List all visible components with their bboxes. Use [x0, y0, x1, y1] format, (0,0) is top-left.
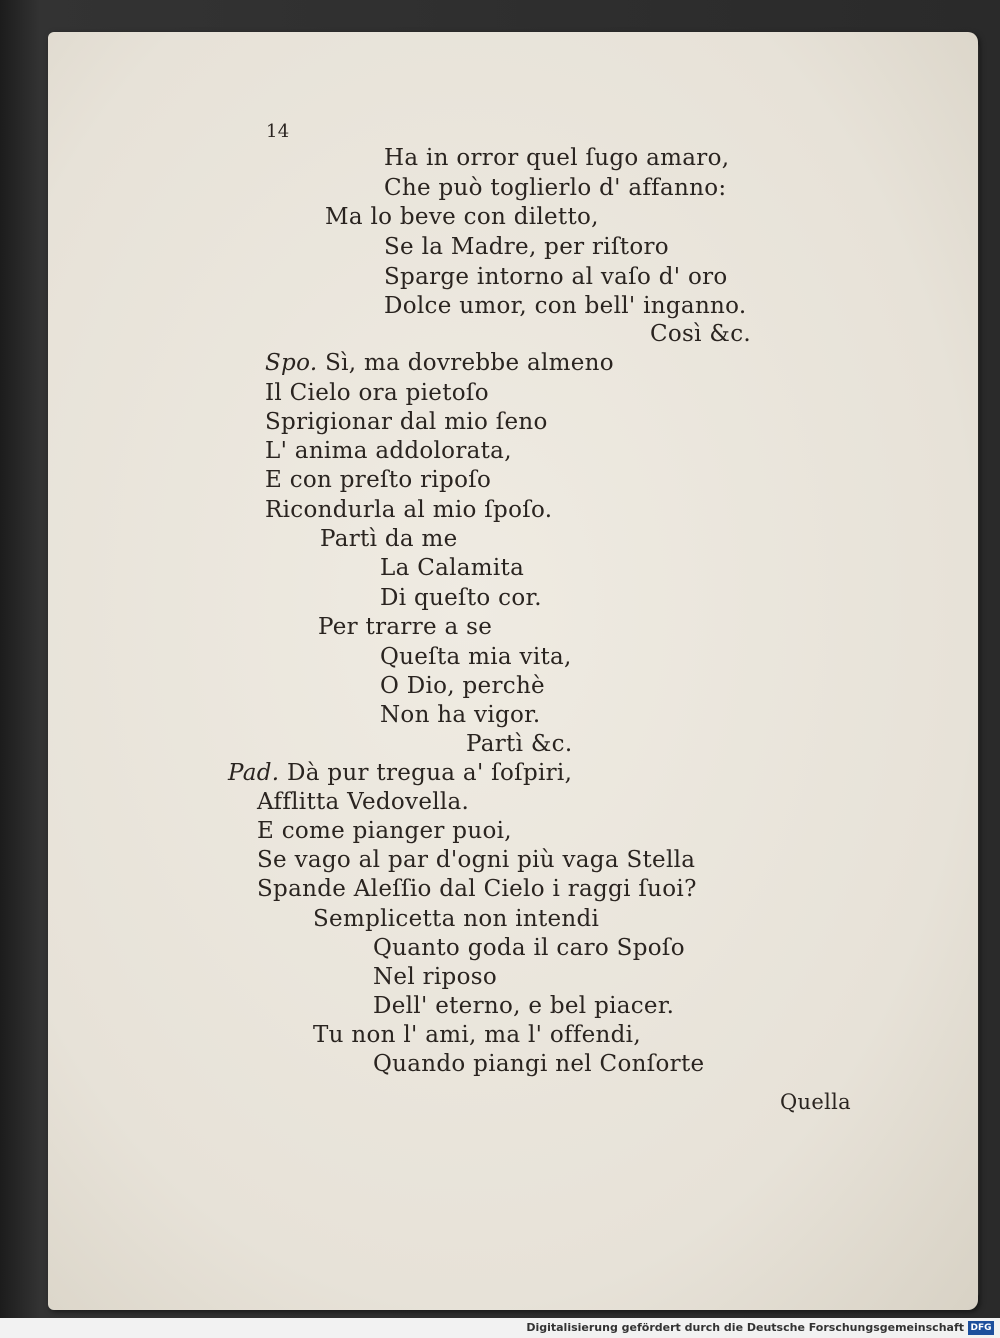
- verse-line-22: Dà pur tregua a' ſoſpiri,: [287, 760, 573, 786]
- verse-line-12: E con preſto ripoſo: [265, 467, 492, 493]
- verse-line-16: Di queſto cor.: [380, 585, 542, 611]
- verse-line-27: Semplicetta non intendi: [313, 906, 600, 932]
- verse-line-23: Afflitta Vedovella.: [257, 789, 470, 815]
- book-page: [48, 32, 978, 1310]
- verse-line-19: O Dio, perchè: [380, 673, 545, 699]
- verse-line-5: Sparge intorno al vaſo d' oro: [384, 264, 728, 290]
- refrain-cue-1: Così &c.: [650, 321, 751, 347]
- speaker-label-pad: Pad.: [228, 760, 280, 786]
- page-number: 14: [266, 121, 290, 142]
- verse-line-17: Per trarre a se: [318, 614, 493, 640]
- verse-line-28: Quanto goda il caro Spoſo: [373, 935, 685, 961]
- verse-line-3: Ma lo beve con diletto,: [325, 204, 599, 230]
- digitization-footer: [0, 1318, 1000, 1338]
- verse-line-14: Partì da me: [320, 526, 458, 552]
- verse-line-26: Spande Aleſſio dal Cielo i raggi ſuoi?: [257, 876, 697, 902]
- verse-line-13: Ricondurla al mio ſpoſo.: [265, 497, 553, 523]
- verse-line-24: E come pianger puoi,: [257, 818, 512, 844]
- verse-line-18: Queſta mia vita,: [380, 644, 572, 670]
- verse-line-6: Dolce umor, con bell' inganno.: [384, 293, 747, 319]
- verse-line-29: Nel riposo: [373, 964, 497, 990]
- speech-spo: [265, 349, 614, 377]
- verse-line-15: La Calamita: [380, 555, 525, 581]
- verse-line-2: Che può toglierlo d' affanno:: [384, 175, 727, 201]
- speech-pad: [228, 759, 572, 787]
- verse-line-32: Quando piangi nel Conſorte: [373, 1051, 705, 1077]
- refrain-cue-2: Partì &c.: [466, 731, 573, 757]
- verse-line-1: Ha in orror quel ſugo amaro,: [384, 145, 730, 171]
- verse-line-25: Se vago al par d'ogni più vaga Stella: [257, 847, 696, 873]
- verse-line-10: Sprigionar dal mio ſeno: [265, 409, 548, 435]
- verse-line-30: Dell' eterno, e bel piacer.: [373, 993, 675, 1019]
- verse-line-20: Non ha vigor.: [380, 702, 541, 728]
- verse-line-9: Il Cielo ora pietoſo: [265, 380, 489, 406]
- speaker-label-spo: Spo.: [265, 350, 318, 376]
- catchword: Quella: [780, 1090, 851, 1114]
- dfg-logo-icon: DFG: [968, 1321, 994, 1335]
- verse-line-11: L' anima addolorata,: [265, 438, 512, 464]
- verse-line-8: Sì, ma dovrebbe almeno: [325, 350, 614, 376]
- verse-line-31: Tu non l' ami, ma l' offendi,: [313, 1022, 641, 1048]
- funding-credit: Digitalisierung gefördert durch die Deutsche Forschungsgemeinschaft: [526, 1321, 964, 1334]
- verse-line-4: Se la Madre, per riſtoro: [384, 234, 669, 260]
